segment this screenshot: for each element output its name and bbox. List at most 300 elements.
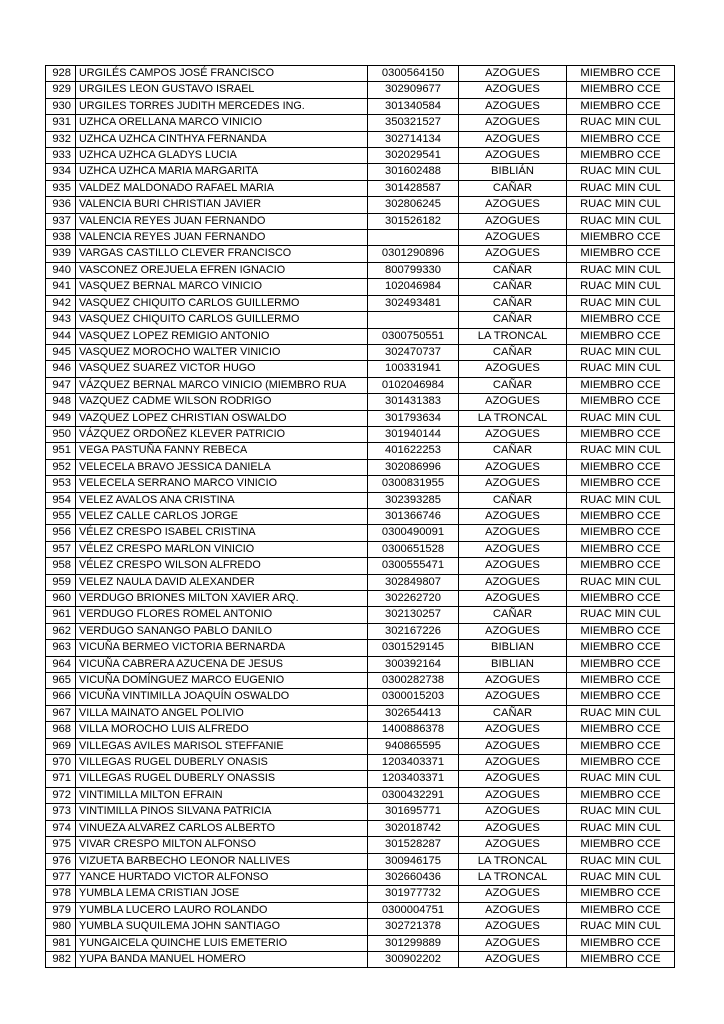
row-number-cell: 969 <box>46 738 76 754</box>
membership-type-cell: RUAC MIN CUL <box>567 262 675 278</box>
table-row <box>46 541 675 557</box>
membership-type-cell: MIEMBRO CCE <box>567 623 675 639</box>
table-row <box>46 213 675 229</box>
id-number-cell: 0300432291 <box>368 787 459 803</box>
table-row <box>46 886 675 902</box>
membership-type-cell: MIEMBRO CCE <box>567 755 675 771</box>
member-name-cell: VASQUEZ BERNAL MARCO VINICIO <box>76 279 368 295</box>
member-name-cell: URGILES LEON GUSTAVO ISRAEL <box>76 82 368 98</box>
city-cell: LA TRONCAL <box>459 853 567 869</box>
city-cell: AZOGUES <box>459 558 567 574</box>
id-number-cell: 301366746 <box>368 508 459 524</box>
id-number-cell: 401622253 <box>368 443 459 459</box>
membership-type-cell: MIEMBRO CCE <box>567 328 675 344</box>
city-cell: AZOGUES <box>459 426 567 442</box>
city-cell: CAÑAR <box>459 295 567 311</box>
table-row <box>46 394 675 410</box>
table-row <box>46 82 675 98</box>
membership-type-cell: MIEMBRO CCE <box>567 902 675 918</box>
row-number-cell: 942 <box>46 295 76 311</box>
table-row <box>46 262 675 278</box>
city-cell: AZOGUES <box>459 623 567 639</box>
membership-type-cell: RUAC MIN CUL <box>567 344 675 360</box>
membership-type-cell: RUAC MIN CUL <box>567 705 675 721</box>
member-name-cell: URGILÉS CAMPOS JOSÉ FRANCISCO <box>76 66 368 82</box>
city-cell: CAÑAR <box>459 180 567 196</box>
city-cell: AZOGUES <box>459 394 567 410</box>
table-row <box>46 623 675 639</box>
row-number-cell: 950 <box>46 426 76 442</box>
city-cell: CAÑAR <box>459 262 567 278</box>
row-number-cell: 968 <box>46 722 76 738</box>
membership-type-cell: MIEMBRO CCE <box>567 837 675 853</box>
city-cell: AZOGUES <box>459 82 567 98</box>
member-name-cell: VILLA MAINATO ANGEL POLIVIO <box>76 705 368 721</box>
table-row <box>46 476 675 492</box>
city-cell: AZOGUES <box>459 197 567 213</box>
id-number-cell: 302849807 <box>368 574 459 590</box>
row-number-cell: 966 <box>46 689 76 705</box>
member-name-cell: VICUÑA VINTIMILLA JOAQUÍN OSWALDO <box>76 689 368 705</box>
member-name-cell: VÁZQUEZ BERNAL MARCO VINICIO (MIEMBRO RUA <box>76 377 368 393</box>
member-name-cell: YANCE HURTADO VICTOR ALFONSO <box>76 869 368 885</box>
member-name-cell: YUMBLA SUQUILEMA JOHN SANTIAGO <box>76 919 368 935</box>
row-number-cell: 977 <box>46 869 76 885</box>
table-row <box>46 853 675 869</box>
id-number-cell: 300902202 <box>368 951 459 967</box>
members-table-body <box>46 66 675 968</box>
city-cell: LA TRONCAL <box>459 328 567 344</box>
city-cell: AZOGUES <box>459 66 567 82</box>
id-number-cell: 0300015203 <box>368 689 459 705</box>
city-cell: AZOGUES <box>459 508 567 524</box>
table-row <box>46 459 675 475</box>
table-row <box>46 180 675 196</box>
member-name-cell: VELEZ CALLE CARLOS JORGE <box>76 508 368 524</box>
member-name-cell: VÉLEZ CRESPO ISABEL CRISTINA <box>76 525 368 541</box>
id-number-cell: 940865595 <box>368 738 459 754</box>
membership-type-cell: RUAC MIN CUL <box>567 919 675 935</box>
table-row <box>46 820 675 836</box>
row-number-cell: 959 <box>46 574 76 590</box>
id-number-cell: 0300004751 <box>368 902 459 918</box>
table-row <box>46 919 675 935</box>
member-name-cell: VASQUEZ CHIQUITO CARLOS GUILLERMO <box>76 295 368 311</box>
city-cell: AZOGUES <box>459 738 567 754</box>
city-cell: AZOGUES <box>459 771 567 787</box>
id-number-cell: 302086996 <box>368 459 459 475</box>
row-number-cell: 948 <box>46 394 76 410</box>
member-name-cell: VERDUGO FLORES ROMEL ANTONIO <box>76 607 368 623</box>
member-name-cell: URGILES TORRES JUDITH MERCEDES ING. <box>76 98 368 114</box>
table-row <box>46 230 675 246</box>
city-cell: AZOGUES <box>459 574 567 590</box>
city-cell: CAÑAR <box>459 607 567 623</box>
row-number-cell: 947 <box>46 377 76 393</box>
city-cell: AZOGUES <box>459 213 567 229</box>
member-name-cell: VINTIMILLA MILTON EFRAIN <box>76 787 368 803</box>
membership-type-cell: MIEMBRO CCE <box>567 525 675 541</box>
membership-type-cell: MIEMBRO CCE <box>567 131 675 147</box>
city-cell: AZOGUES <box>459 787 567 803</box>
city-cell: AZOGUES <box>459 459 567 475</box>
member-name-cell: YUPA BANDA MANUEL HOMERO <box>76 951 368 967</box>
membership-type-cell: MIEMBRO CCE <box>567 951 675 967</box>
table-row <box>46 426 675 442</box>
row-number-cell: 965 <box>46 673 76 689</box>
table-row <box>46 98 675 114</box>
table-row <box>46 935 675 951</box>
member-name-cell: VASQUEZ LOPEZ REMIGIO ANTONIO <box>76 328 368 344</box>
membership-type-cell: RUAC MIN CUL <box>567 197 675 213</box>
member-name-cell: VALENCIA REYES JUAN FERNANDO <box>76 213 368 229</box>
membership-type-cell: RUAC MIN CUL <box>567 492 675 508</box>
row-number-cell: 957 <box>46 541 76 557</box>
table-row <box>46 344 675 360</box>
member-name-cell: VINTIMILLA PINOS SILVANA PATRICIA <box>76 804 368 820</box>
row-number-cell: 967 <box>46 705 76 721</box>
row-number-cell: 941 <box>46 279 76 295</box>
membership-type-cell: RUAC MIN CUL <box>567 279 675 295</box>
membership-type-cell: MIEMBRO CCE <box>567 148 675 164</box>
row-number-cell: 945 <box>46 344 76 360</box>
membership-type-cell: RUAC MIN CUL <box>567 180 675 196</box>
membership-type-cell: MIEMBRO CCE <box>567 689 675 705</box>
table-row <box>46 722 675 738</box>
table-row <box>46 673 675 689</box>
row-number-cell: 960 <box>46 591 76 607</box>
city-cell: AZOGUES <box>459 476 567 492</box>
membership-type-cell: MIEMBRO CCE <box>567 656 675 672</box>
member-name-cell: YUMBLA LEMA CRISTIAN JOSE <box>76 886 368 902</box>
id-number-cell: 302130257 <box>368 607 459 623</box>
city-cell: AZOGUES <box>459 673 567 689</box>
member-name-cell: VELECELA SERRANO MARCO VINICIO <box>76 476 368 492</box>
id-number-cell: 301695771 <box>368 804 459 820</box>
id-number-cell: 302654413 <box>368 705 459 721</box>
member-name-cell: VELECELA BRAVO JESSICA DANIELA <box>76 459 368 475</box>
membership-type-cell: MIEMBRO CCE <box>567 377 675 393</box>
city-cell: AZOGUES <box>459 591 567 607</box>
table-row <box>46 312 675 328</box>
membership-type-cell: RUAC MIN CUL <box>567 574 675 590</box>
city-cell: AZOGUES <box>459 951 567 967</box>
member-name-cell: VALENCIA BURI CHRISTIAN JAVIER <box>76 197 368 213</box>
membership-type-cell: RUAC MIN CUL <box>567 213 675 229</box>
table-row <box>46 295 675 311</box>
id-number-cell: 302393285 <box>368 492 459 508</box>
member-name-cell: YUNGAICELA QUINCHE LUIS EMETERIO <box>76 935 368 951</box>
row-number-cell: 956 <box>46 525 76 541</box>
row-number-cell: 974 <box>46 820 76 836</box>
membership-type-cell: MIEMBRO CCE <box>567 246 675 262</box>
table-row <box>46 525 675 541</box>
member-name-cell: VELEZ NAULA DAVID ALEXANDER <box>76 574 368 590</box>
city-cell: BIBLIAN <box>459 640 567 656</box>
city-cell: CAÑAR <box>459 705 567 721</box>
membership-type-cell: RUAC MIN CUL <box>567 164 675 180</box>
table-row <box>46 591 675 607</box>
city-cell: AZOGUES <box>459 820 567 836</box>
membership-type-cell: MIEMBRO CCE <box>567 558 675 574</box>
row-number-cell: 976 <box>46 853 76 869</box>
membership-type-cell: MIEMBRO CCE <box>567 459 675 475</box>
table-row <box>46 951 675 967</box>
id-number-cell: 1400886378 <box>368 722 459 738</box>
city-cell: CAÑAR <box>459 312 567 328</box>
row-number-cell: 930 <box>46 98 76 114</box>
member-name-cell: VERDUGO SANANGO PABLO DANILO <box>76 623 368 639</box>
id-number-cell: 301431383 <box>368 394 459 410</box>
membership-type-cell: MIEMBRO CCE <box>567 394 675 410</box>
id-number-cell: 0301290896 <box>368 246 459 262</box>
member-name-cell: VILLEGAS RUGEL DUBERLY ONASSIS <box>76 771 368 787</box>
membership-type-cell: MIEMBRO CCE <box>567 935 675 951</box>
row-number-cell: 946 <box>46 361 76 377</box>
table-row <box>46 410 675 426</box>
city-cell: AZOGUES <box>459 361 567 377</box>
id-number-cell: 1203403371 <box>368 771 459 787</box>
city-cell: CAÑAR <box>459 377 567 393</box>
membership-type-cell: MIEMBRO CCE <box>567 541 675 557</box>
city-cell: CAÑAR <box>459 279 567 295</box>
table-row <box>46 558 675 574</box>
row-number-cell: 933 <box>46 148 76 164</box>
member-name-cell: VICUÑA CABRERA AZUCENA DE JESUS <box>76 656 368 672</box>
row-number-cell: 949 <box>46 410 76 426</box>
id-number-cell: 0300651528 <box>368 541 459 557</box>
table-row <box>46 705 675 721</box>
membership-type-cell: MIEMBRO CCE <box>567 98 675 114</box>
id-number-cell: 301299889 <box>368 935 459 951</box>
members-table <box>45 65 675 968</box>
member-name-cell: VIZUETA BARBECHO LEONOR NALLIVES <box>76 853 368 869</box>
member-name-cell: VASCONEZ OREJUELA EFREN IGNACIO <box>76 262 368 278</box>
id-number-cell: 302806245 <box>368 197 459 213</box>
member-name-cell: VILLA MOROCHO LUIS ALFREDO <box>76 722 368 738</box>
city-cell: AZOGUES <box>459 722 567 738</box>
table-row <box>46 755 675 771</box>
id-number-cell: 0300490091 <box>368 525 459 541</box>
table-row <box>46 640 675 656</box>
row-number-cell: 939 <box>46 246 76 262</box>
id-number-cell: 301526182 <box>368 213 459 229</box>
row-number-cell: 958 <box>46 558 76 574</box>
table-row <box>46 804 675 820</box>
city-cell: AZOGUES <box>459 230 567 246</box>
members-sheet <box>45 65 675 968</box>
city-cell: BIBLIÁN <box>459 164 567 180</box>
id-number-cell: 0300750551 <box>368 328 459 344</box>
row-number-cell: 932 <box>46 131 76 147</box>
city-cell: AZOGUES <box>459 902 567 918</box>
row-number-cell: 929 <box>46 82 76 98</box>
table-row <box>46 869 675 885</box>
table-row <box>46 197 675 213</box>
id-number-cell: 800799330 <box>368 262 459 278</box>
membership-type-cell: MIEMBRO CCE <box>567 426 675 442</box>
table-row <box>46 246 675 262</box>
member-name-cell: VEGA PASTUÑA FANNY REBECA <box>76 443 368 459</box>
member-name-cell: VILLEGAS RUGEL DUBERLY ONASIS <box>76 755 368 771</box>
table-row <box>46 279 675 295</box>
member-name-cell: VALDEZ MALDONADO RAFAEL MARIA <box>76 180 368 196</box>
member-name-cell: UZHCA UZHCA MARIA MARGARITA <box>76 164 368 180</box>
row-number-cell: 970 <box>46 755 76 771</box>
row-number-cell: 955 <box>46 508 76 524</box>
member-name-cell: VAZQUEZ LOPEZ CHRISTIAN OSWALDO <box>76 410 368 426</box>
row-number-cell: 943 <box>46 312 76 328</box>
row-number-cell: 936 <box>46 197 76 213</box>
membership-type-cell: RUAC MIN CUL <box>567 820 675 836</box>
table-row <box>46 689 675 705</box>
id-number-cell: 302493481 <box>368 295 459 311</box>
id-number-cell: 301940144 <box>368 426 459 442</box>
id-number-cell: 100331941 <box>368 361 459 377</box>
member-name-cell: UZHCA UZHCA GLADYS LUCIA <box>76 148 368 164</box>
member-name-cell: VÁZQUEZ ORDOÑEZ KLEVER PATRICIO <box>76 426 368 442</box>
table-row <box>46 837 675 853</box>
city-cell: AZOGUES <box>459 919 567 935</box>
id-number-cell: 301977732 <box>368 886 459 902</box>
id-number-cell: 301528287 <box>368 837 459 853</box>
id-number-cell: 302721378 <box>368 919 459 935</box>
id-number-cell: 0300564150 <box>368 66 459 82</box>
row-number-cell: 951 <box>46 443 76 459</box>
row-number-cell: 962 <box>46 623 76 639</box>
row-number-cell: 971 <box>46 771 76 787</box>
table-row <box>46 492 675 508</box>
membership-type-cell: MIEMBRO CCE <box>567 640 675 656</box>
city-cell: AZOGUES <box>459 131 567 147</box>
row-number-cell: 973 <box>46 804 76 820</box>
city-cell: LA TRONCAL <box>459 410 567 426</box>
member-name-cell: VICUÑA BERMEO VICTORIA BERNARDA <box>76 640 368 656</box>
id-number-cell: 302909677 <box>368 82 459 98</box>
city-cell: AZOGUES <box>459 886 567 902</box>
row-number-cell: 978 <box>46 886 76 902</box>
membership-type-cell: MIEMBRO CCE <box>567 476 675 492</box>
city-cell: AZOGUES <box>459 525 567 541</box>
membership-type-cell: MIEMBRO CCE <box>567 738 675 754</box>
city-cell: AZOGUES <box>459 98 567 114</box>
id-number-cell: 0300555471 <box>368 558 459 574</box>
city-cell: BIBLIAN <box>459 656 567 672</box>
row-number-cell: 935 <box>46 180 76 196</box>
row-number-cell: 954 <box>46 492 76 508</box>
membership-type-cell: MIEMBRO CCE <box>567 673 675 689</box>
membership-type-cell: RUAC MIN CUL <box>567 443 675 459</box>
row-number-cell: 981 <box>46 935 76 951</box>
table-row <box>46 115 675 131</box>
city-cell: CAÑAR <box>459 492 567 508</box>
membership-type-cell: RUAC MIN CUL <box>567 115 675 131</box>
membership-type-cell: MIEMBRO CCE <box>567 66 675 82</box>
row-number-cell: 953 <box>46 476 76 492</box>
member-name-cell: VILLEGAS AVILES MARISOL STEFFANIE <box>76 738 368 754</box>
row-number-cell: 963 <box>46 640 76 656</box>
table-row <box>46 771 675 787</box>
membership-type-cell: MIEMBRO CCE <box>567 787 675 803</box>
row-number-cell: 938 <box>46 230 76 246</box>
membership-type-cell: MIEMBRO CCE <box>567 886 675 902</box>
membership-type-cell: MIEMBRO CCE <box>567 591 675 607</box>
table-row <box>46 787 675 803</box>
id-number-cell: 302714134 <box>368 131 459 147</box>
membership-type-cell: RUAC MIN CUL <box>567 295 675 311</box>
table-row <box>46 443 675 459</box>
city-cell: CAÑAR <box>459 443 567 459</box>
membership-type-cell: RUAC MIN CUL <box>567 361 675 377</box>
row-number-cell: 931 <box>46 115 76 131</box>
id-number-cell: 300392164 <box>368 656 459 672</box>
id-number-cell: 0300282738 <box>368 673 459 689</box>
id-number-cell: 1203403371 <box>368 755 459 771</box>
id-number-cell <box>368 312 459 328</box>
city-cell: AZOGUES <box>459 689 567 705</box>
id-number-cell: 0301529145 <box>368 640 459 656</box>
id-number-cell: 302660436 <box>368 869 459 885</box>
city-cell: AZOGUES <box>459 755 567 771</box>
city-cell: AZOGUES <box>459 837 567 853</box>
id-number-cell: 302167226 <box>368 623 459 639</box>
table-row <box>46 377 675 393</box>
table-row <box>46 164 675 180</box>
city-cell: AZOGUES <box>459 804 567 820</box>
member-name-cell: VICUÑA DOMÍNGUEZ MARCO EUGENIO <box>76 673 368 689</box>
membership-type-cell: MIEMBRO CCE <box>567 508 675 524</box>
row-number-cell: 934 <box>46 164 76 180</box>
city-cell: CAÑAR <box>459 344 567 360</box>
id-number-cell: 0300831955 <box>368 476 459 492</box>
id-number-cell: 302262720 <box>368 591 459 607</box>
table-row <box>46 148 675 164</box>
table-row <box>46 656 675 672</box>
city-cell: LA TRONCAL <box>459 869 567 885</box>
id-number-cell: 302470737 <box>368 344 459 360</box>
member-name-cell: UZHCA ORELLANA MARCO VINICIO <box>76 115 368 131</box>
row-number-cell: 975 <box>46 837 76 853</box>
id-number-cell: 301602488 <box>368 164 459 180</box>
id-number-cell: 102046984 <box>368 279 459 295</box>
table-row <box>46 508 675 524</box>
row-number-cell: 964 <box>46 656 76 672</box>
member-name-cell: VASQUEZ SUAREZ VICTOR HUGO <box>76 361 368 377</box>
membership-type-cell: MIEMBRO CCE <box>567 312 675 328</box>
member-name-cell: VIVAR CRESPO MILTON ALFONSO <box>76 837 368 853</box>
membership-type-cell: RUAC MIN CUL <box>567 869 675 885</box>
id-number-cell: 0102046984 <box>368 377 459 393</box>
member-name-cell: VASQUEZ CHIQUITO CARLOS GUILLERMO <box>76 312 368 328</box>
row-number-cell: 928 <box>46 66 76 82</box>
row-number-cell: 944 <box>46 328 76 344</box>
member-name-cell: VALENCIA REYES JUAN FERNANDO <box>76 230 368 246</box>
table-row <box>46 328 675 344</box>
table-row <box>46 738 675 754</box>
row-number-cell: 937 <box>46 213 76 229</box>
city-cell: AZOGUES <box>459 115 567 131</box>
member-name-cell: VÉLEZ CRESPO WILSON ALFREDO <box>76 558 368 574</box>
membership-type-cell: RUAC MIN CUL <box>567 607 675 623</box>
row-number-cell: 980 <box>46 919 76 935</box>
member-name-cell: VARGAS CASTILLO CLEVER FRANCISCO <box>76 246 368 262</box>
row-number-cell: 961 <box>46 607 76 623</box>
table-row <box>46 902 675 918</box>
city-cell: AZOGUES <box>459 246 567 262</box>
membership-type-cell: RUAC MIN CUL <box>567 804 675 820</box>
id-number-cell <box>368 230 459 246</box>
id-number-cell: 301340584 <box>368 98 459 114</box>
